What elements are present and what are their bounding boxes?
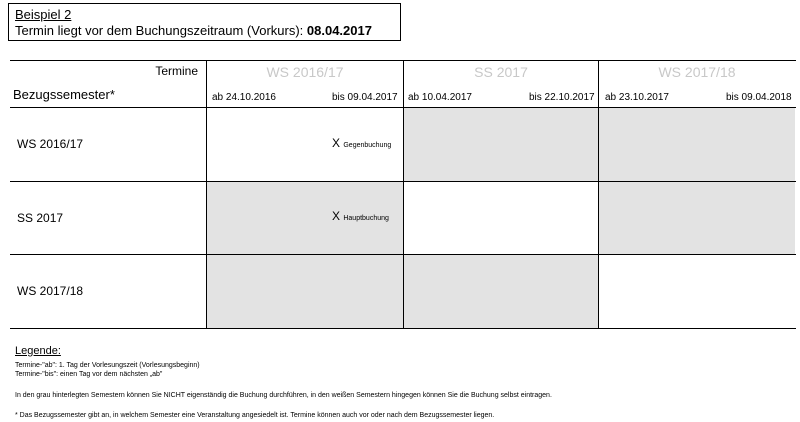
mark-gegenbuchung-sub: Gegenbuchung (343, 142, 392, 149)
date-ab-ws1617: ab 24.10.2016 (212, 92, 276, 103)
gray-cell-r2-ws1718 (599, 182, 795, 254)
legend-line-3: In den grau hinterlegten Semestern können Sie NICHT eigenständig die Buchung durchführen, in den weißen Semestern hingegen können Sie die Buchung selbst eintragen. (15, 392, 552, 399)
row-label-ss2017: SS 2017 (17, 211, 64, 225)
col-divider-3 (598, 60, 599, 328)
gray-cell-r3-ss2017 (404, 255, 598, 328)
date-ab-ss2017: ab 10.04.2017 (408, 92, 472, 103)
legend-title: Legende: (15, 345, 61, 357)
example-title: Beispiel 2 (15, 7, 72, 22)
example-date: 08.04.2017 (306, 23, 372, 38)
row-label-ws1617: WS 2016/17 (17, 137, 84, 151)
example-line-text: Termin liegt vor dem Buchungszeitraum (Vorkurs): (15, 23, 307, 38)
mark-gegenbuchung (332, 136, 391, 150)
gray-cell-r3-ws1617 (207, 255, 403, 328)
gray-cell-r1-ws1718 (599, 108, 795, 181)
date-ab-ws1718: ab 23.10.2017 (605, 92, 669, 103)
gray-cell-r1-ss2017 (404, 108, 598, 181)
legend-line-4: * Das Bezugssemester gibt an, in welchem Semester eine Veranstaltung angesiedelt ist. Termine können auch vor oder nach dem Bezugssemester liegen. (15, 412, 495, 419)
legend-line-1: Termine-"ab": 1. Tag der Vorlesungszeit (Vorlesungsbeginn) (15, 362, 200, 369)
col-divider-1 (206, 60, 207, 328)
semester-header-ws1718: WS 2017/18 (658, 64, 736, 80)
row-label-ws1718: WS 2017/18 (17, 284, 84, 298)
mark-hauptbuchung-sub: Hauptbuchung (343, 215, 389, 222)
example-box (8, 3, 401, 41)
semester-header-ss2017: SS 2017 (474, 64, 528, 80)
bezugssemester-label: Bezugssemester* (13, 87, 115, 102)
termine-label: Termine (155, 64, 198, 78)
semester-header-ws1617: WS 2016/17 (266, 64, 344, 80)
table-bottom-line (10, 328, 796, 329)
col-divider-2 (403, 60, 404, 328)
date-bis-ss2017: bis 22.10.2017 (529, 92, 595, 103)
example-line (15, 23, 394, 39)
mark-hauptbuchung (332, 209, 389, 223)
mark-hauptbuchung-x: X (332, 209, 341, 223)
legend-line-2: Termine-"bis": einen Tag vor dem nächsten „ab" (15, 371, 163, 378)
date-bis-ws1617: bis 09.04.2017 (332, 92, 398, 103)
date-bis-ws1718: bis 09.04.2018 (726, 92, 792, 103)
mark-gegenbuchung-x: X (332, 136, 341, 150)
